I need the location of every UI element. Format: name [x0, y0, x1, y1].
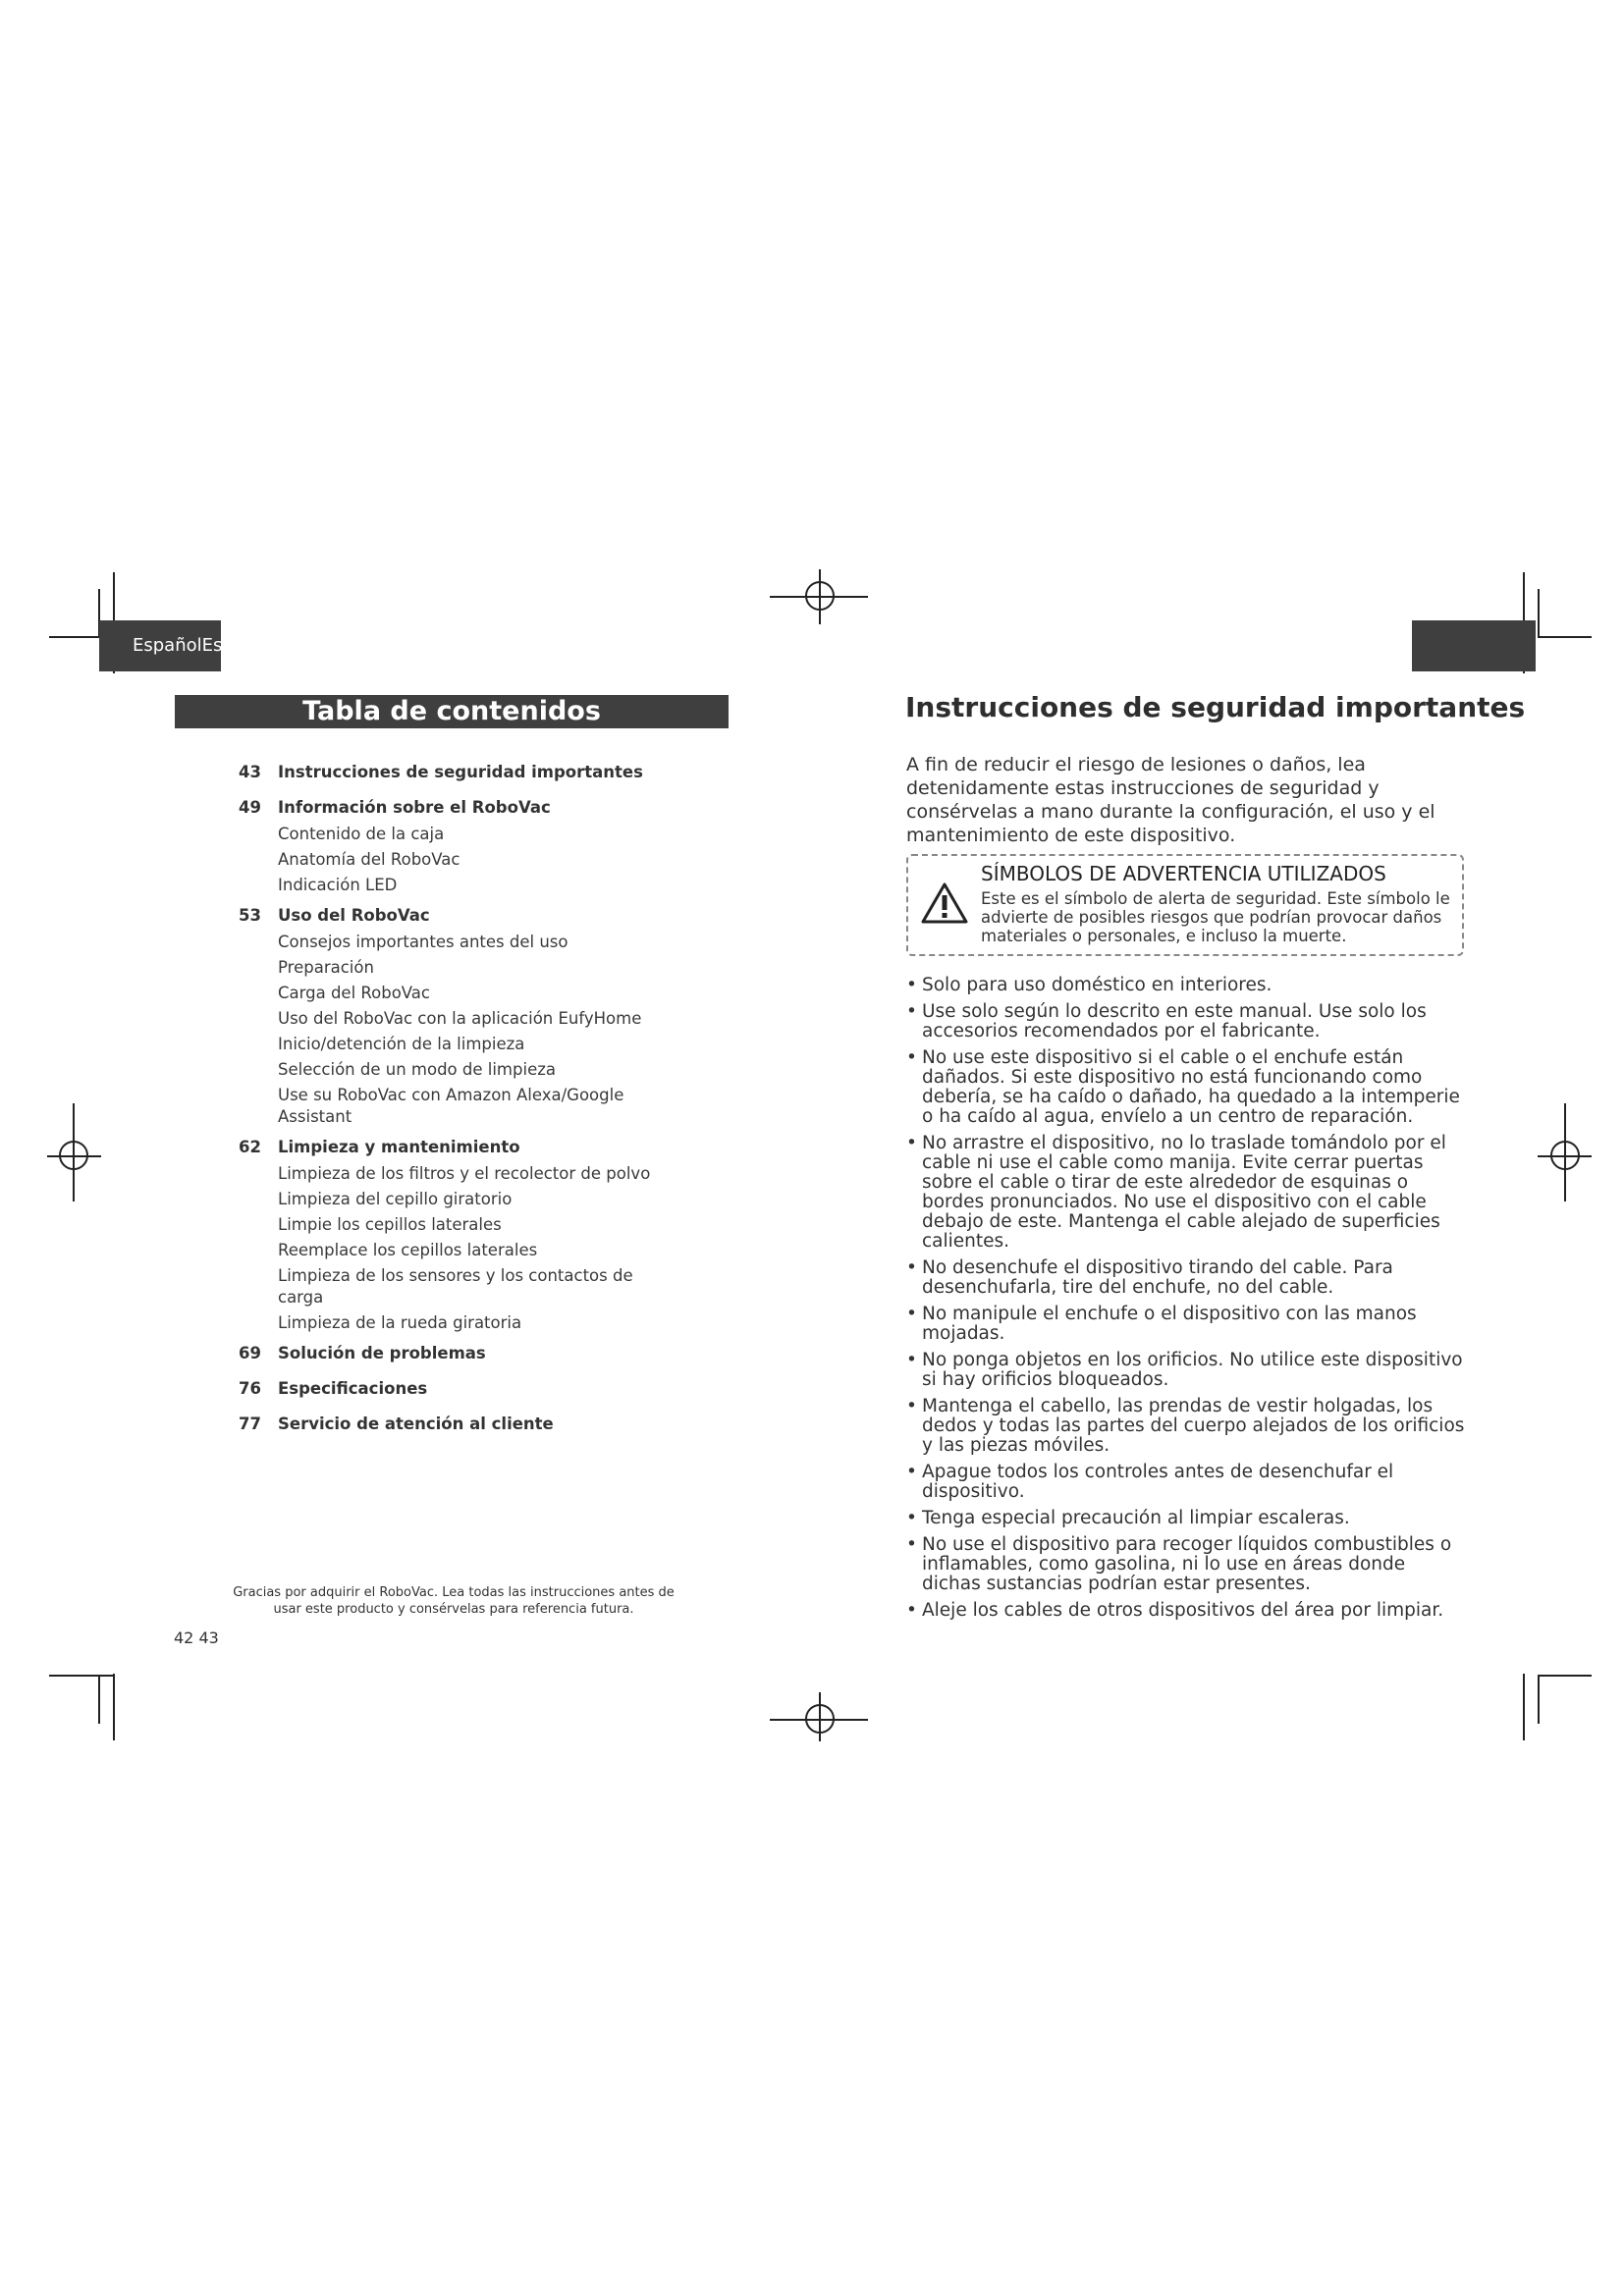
- toc-page-number: 76: [239, 1379, 261, 1398]
- toc-page-number: 62: [239, 1138, 261, 1156]
- safety-bullet: • No manipule el enchufe o el dispositivo con las manos mojadas.: [906, 1305, 1468, 1344]
- toc-section-title: Solución de problemas: [278, 1344, 486, 1362]
- safety-list: [906, 976, 1468, 1628]
- safety-bullet: • Apague todos los controles antes de desenchufar el dispositivo.: [906, 1463, 1468, 1502]
- toc-entry: [239, 1415, 671, 1440]
- safety-intro: A fin de reducir el riesgo de lesiones o daños, lea detenidamente estas instrucciones de seguridad y consérvelas a mano durante la configuración, el uso y el mantenimiento de este dispositivo.: [906, 754, 1435, 846]
- toc-entry: [239, 906, 671, 932]
- registration-mark: [73, 1103, 75, 1201]
- registration-mark: [819, 1692, 821, 1741]
- safety-bullet: • No desenchufe el dispositivo tirando del cable. Para desenchufarla, tire del enchufe, no del cable.: [906, 1258, 1468, 1298]
- toc-subentry: Preparación: [278, 958, 374, 977]
- crop-mark: [1523, 1674, 1525, 1740]
- toc-entry: [239, 1379, 671, 1405]
- toc-page-number: 49: [239, 798, 261, 817]
- toc-section: [239, 763, 671, 788]
- toc-subentry: Reemplace los cepillos laterales: [278, 1241, 538, 1259]
- language-tab-right: [1412, 620, 1536, 671]
- page-numbers: 42 43: [174, 1629, 219, 1647]
- toc-section: [239, 1415, 671, 1440]
- toc-subentry: Use su RoboVac con Amazon Alexa/Google Assistant: [278, 1086, 624, 1126]
- toc-section-title: Especificaciones: [278, 1379, 428, 1398]
- thanks-note: Gracias por adquirir el RoboVac. Lea todas las instrucciones antes de usar este producto y consérvelas para referencia futura.: [233, 1585, 675, 1617]
- safety-bullet: • Solo para uso doméstico en interiores.: [906, 976, 1468, 995]
- registration-mark: [819, 569, 821, 624]
- warning-title: SÍMBOLOS DE ADVERTENCIA UTILIZADOS: [981, 862, 1386, 885]
- crop-mark: [113, 1674, 115, 1740]
- toc-section: [239, 798, 671, 896]
- crop-mark: [1538, 1675, 1540, 1724]
- toc-subentry: Inicio/detención de la limpieza: [278, 1035, 525, 1053]
- crop-mark: [49, 636, 103, 638]
- toc-page-number: 77: [239, 1415, 261, 1433]
- toc-section-title: Limpieza y mantenimiento: [278, 1138, 520, 1156]
- warning-triangle-icon: [920, 881, 969, 925]
- toc-section: [239, 906, 671, 1128]
- toc-entry: [239, 798, 671, 824]
- crop-mark: [98, 1675, 100, 1724]
- safety-bullet: • Tenga especial precaución al limpiar escaleras.: [906, 1509, 1468, 1528]
- safety-bullet: • Use solo según lo descrito en este manual. Use solo los accesorios recomendados por el fabricante.: [906, 1002, 1468, 1041]
- toc-subentry: Limpieza del cepillo giratorio: [278, 1190, 513, 1208]
- toc-entry: [239, 1344, 671, 1369]
- safety-bullet: • No arrastre el dispositivo, no lo traslade tomándolo por el cable ni use el cable como manija. Evite cerrar puertas sobre el cable o tirar de este alrededor de esquinas o bordes pronunciados. No use el dispositivo con el cable debajo de este. Mantenga el cable alejado de superficies calientes.: [906, 1134, 1468, 1252]
- toc-subentry: Uso del RoboVac con la aplicación EufyHome: [278, 1009, 642, 1028]
- toc-title: Tabla de contenidos: [175, 695, 729, 728]
- toc-subentry: Anatomía del RoboVac: [278, 850, 460, 869]
- toc-subentry: Indicación LED: [278, 876, 398, 894]
- safety-bullet: • Mantenga el cabello, las prendas de vestir holgadas, los dedos y todas las partes del cuerpo alejados de los orificios y las piezas móviles.: [906, 1397, 1468, 1456]
- toc-subentry: Consejos importantes antes del uso: [278, 933, 568, 951]
- safety-bullet: • No ponga objetos en los orificios. No utilice este dispositivo si hay orificios bloqueados.: [906, 1351, 1468, 1390]
- table-of-contents: [239, 763, 671, 1450]
- toc-subentry: Limpie los cepillos laterales: [278, 1215, 502, 1234]
- toc-page-number: 53: [239, 906, 261, 925]
- safety-bullet: • No use el dispositivo para recoger líquidos combustibles o inflamables, como gasolina, ni lo use en áreas donde dichas sustancias podrían estar presentes.: [906, 1535, 1468, 1594]
- toc-section-title: Información sobre el RoboVac: [278, 798, 551, 817]
- toc-subentry: Limpieza de los sensores y los contactos de carga: [278, 1266, 633, 1307]
- crop-mark: [1538, 636, 1592, 638]
- toc-subentry: Limpieza de los filtros y el recolector de polvo: [278, 1164, 651, 1183]
- toc-section: [239, 1344, 671, 1369]
- toc-section-title: Instrucciones de seguridad importantes: [278, 763, 643, 781]
- language-tab: EspañolEsp: [99, 620, 221, 671]
- crop-mark: [49, 1675, 113, 1677]
- toc-section: [239, 1138, 671, 1334]
- toc-subentry: Selección de un modo de limpieza: [278, 1060, 556, 1079]
- toc-page-number: 69: [239, 1344, 261, 1362]
- toc-subentry: Limpieza de la rueda giratoria: [278, 1313, 522, 1332]
- toc-section-title: Uso del RoboVac: [278, 906, 430, 925]
- safety-bullet: • No use este dispositivo si el cable o el enchufe están dañados. Si este dispositivo no está funcionando como debería, se ha caído o dañado, ha quedado a la intemperie o ha caído al agua, envíelo a un centro de reparación.: [906, 1048, 1468, 1127]
- toc-page-number: 43: [239, 763, 261, 781]
- warning-box: [906, 854, 1464, 956]
- safety-bullet: • Aleje los cables de otros dispositivos del área por limpiar.: [906, 1601, 1468, 1621]
- toc-entry: [239, 763, 671, 788]
- toc-subentry: Contenido de la caja: [278, 825, 445, 843]
- safety-title: Instrucciones de seguridad importantes: [905, 691, 1526, 723]
- toc-section-title: Servicio de atención al cliente: [278, 1415, 554, 1433]
- toc-section: [239, 1379, 671, 1405]
- toc-entry: [239, 1138, 671, 1163]
- warning-text: Este es el símbolo de alerta de seguridad. Este símbolo le advierte de posibles riesgos que podrían provocar daños materiales o personales, e incluso la muerte.: [981, 889, 1450, 945]
- crop-mark: [1538, 589, 1540, 638]
- crop-mark: [1538, 1675, 1592, 1677]
- registration-mark: [1564, 1103, 1566, 1201]
- toc-subentry: Carga del RoboVac: [278, 984, 430, 1002]
